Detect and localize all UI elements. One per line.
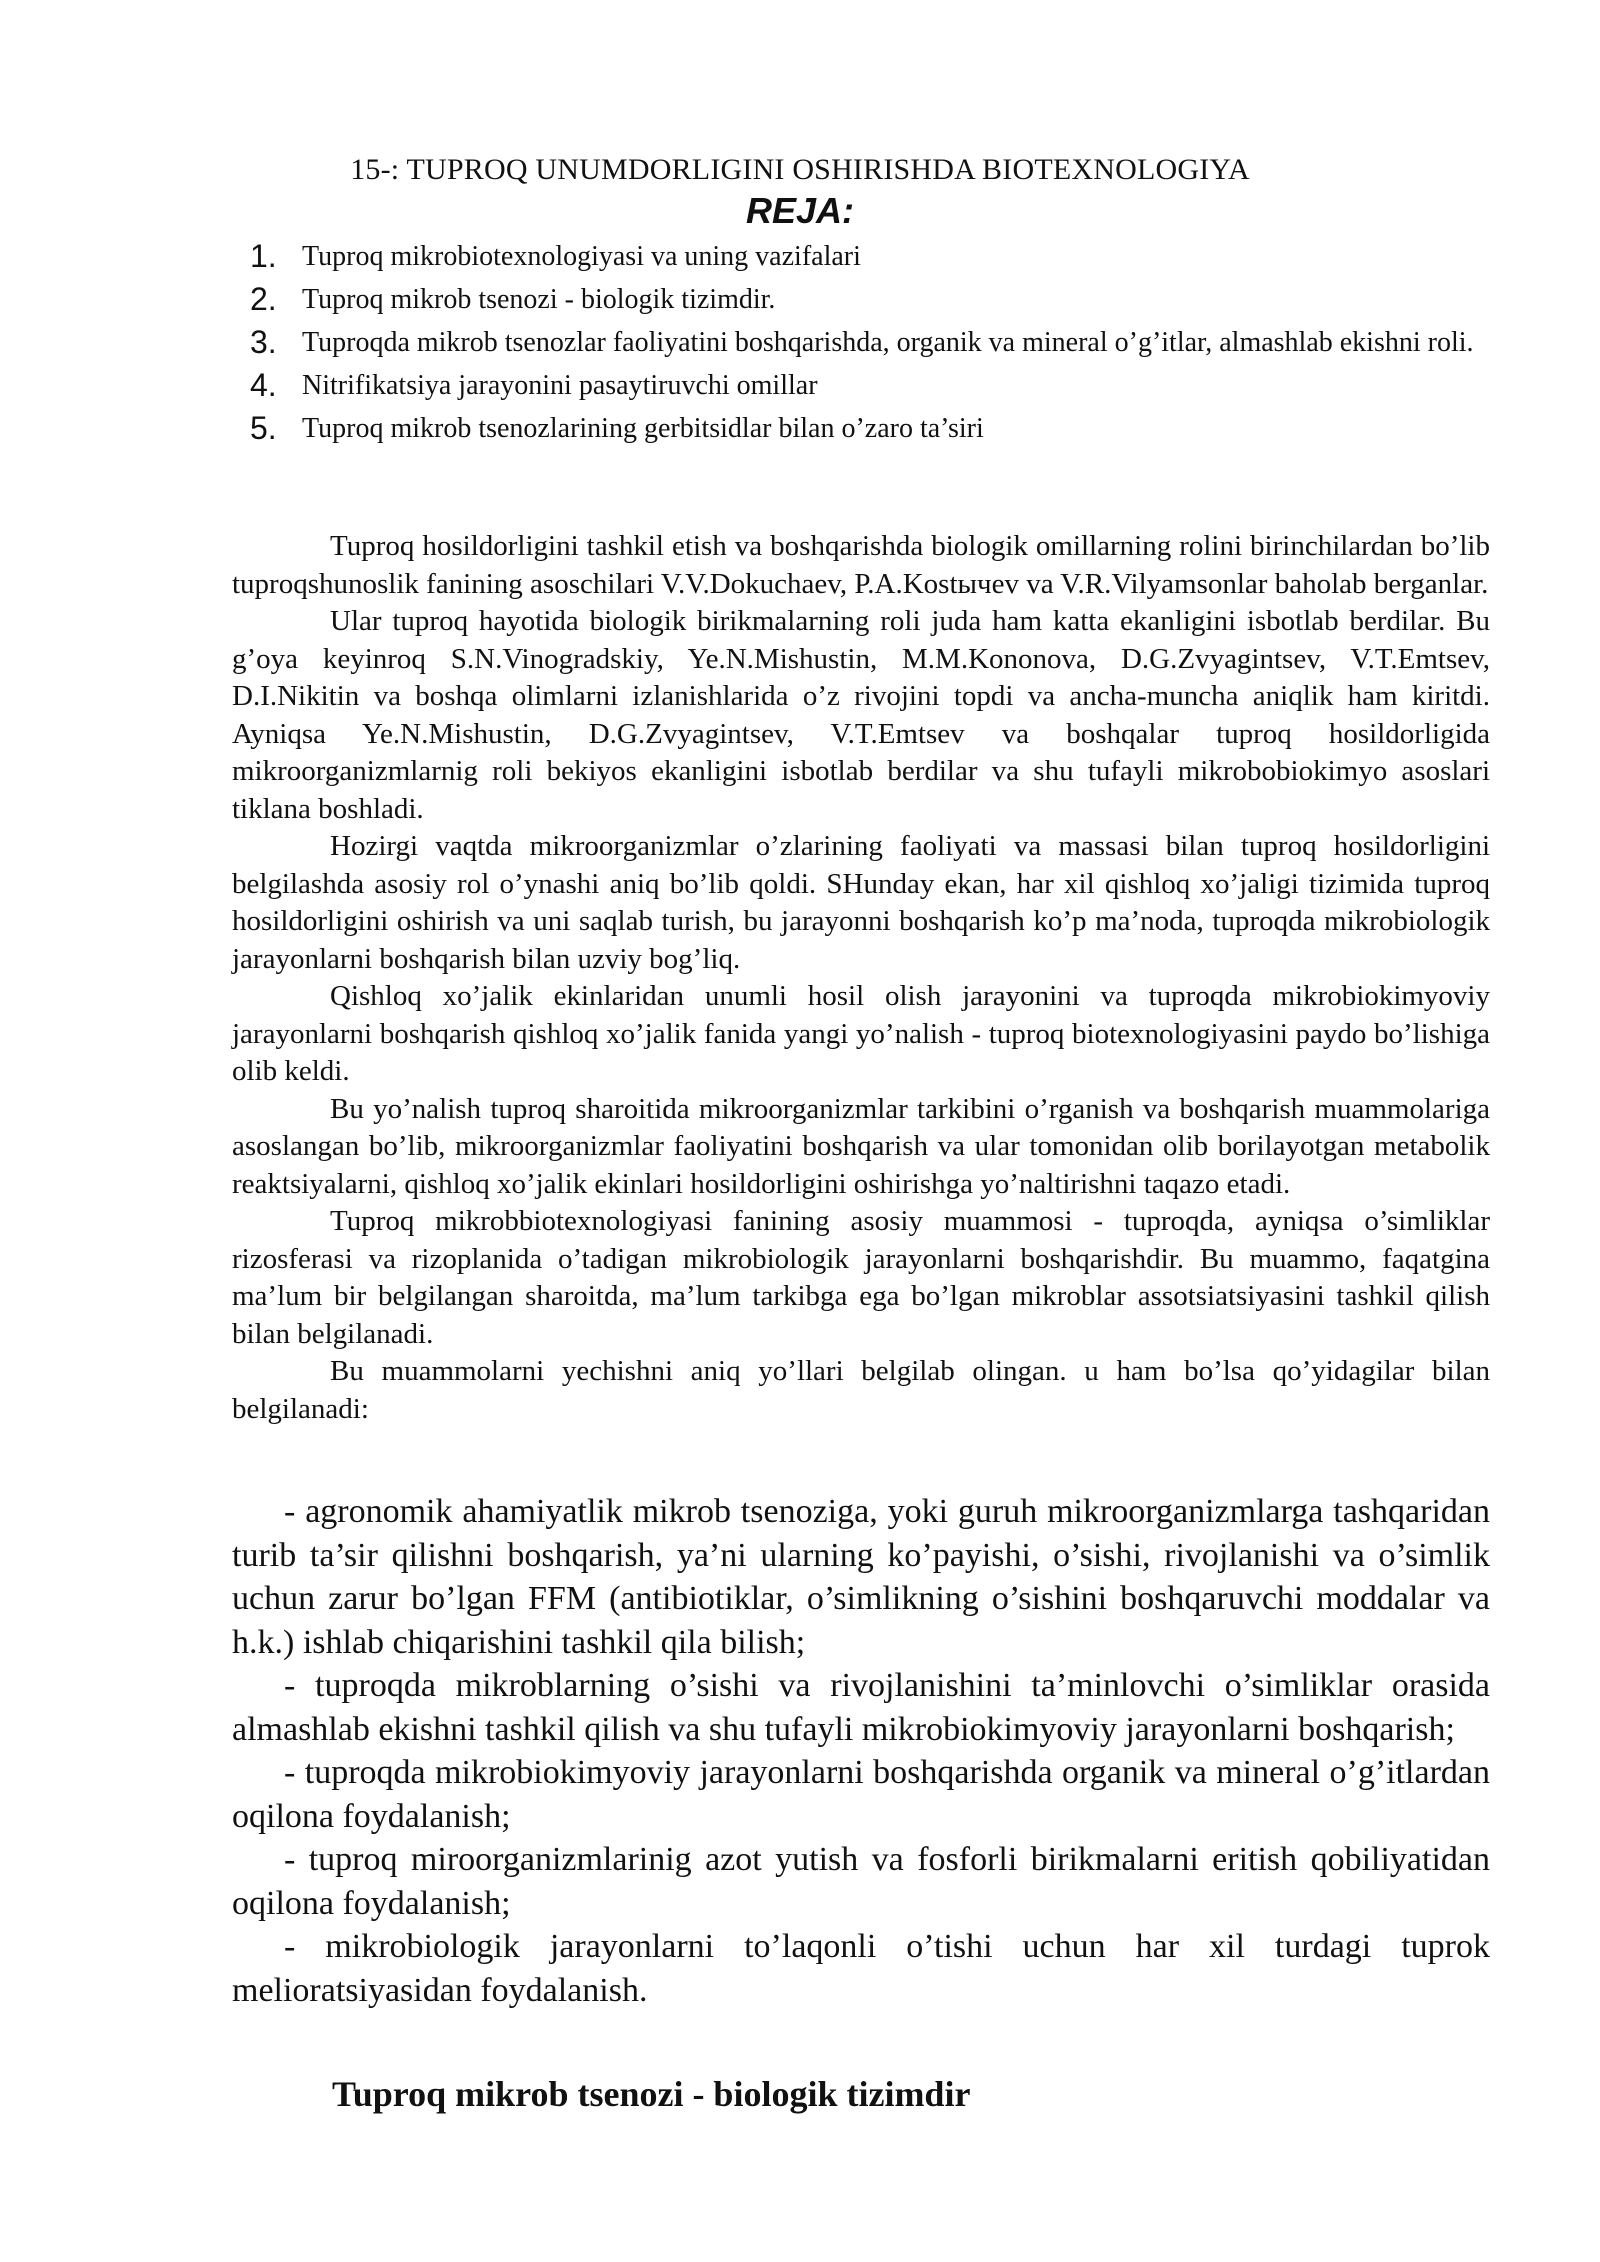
plan-list <box>250 238 1490 453</box>
plan-heading: REJA: <box>745 190 855 231</box>
paragraph: Hozirgi vaqtda mikroorganizmlar o’zlarining faoliyati va massasi bilan tuproq hosildorligini belgilashda asosiy rol o’ynashi aniq bo’lib qoldi. SHunday ekan, har xil qishloq xo’jaligi tizimida tuproq hosildorligini oshirish va uni saqlab turish, bu jarayonni boshqarish ko’p ma’noda, tuproqda mikrobiologik jarayonlarni boshqarish bilan uzviy bog’liq. <box>232 830 1490 975</box>
bullet-item: - agronomik ahamiyatlik mikrob tsenoziga, yoki guruh mikroorganizmlarga tashqaridan turib ta’sir qilishni boshqarish, ya’ni ularning ko’payishi, o’sishi, rivojlanishi va o’simlik uchun zarur bo’lgan FFM (antibiotiklar, o’simlikning o’sishini boshqaruvchi moddalar va h.k.) ishlab chiqarishini tashkil qila bilish; <box>232 1493 1490 1661</box>
bullet-item: - tuproqda mikroblarning o’sishi va rivojlanishini ta’minlovchi o’simliklar orasida almashlab ekishni tashkil qilish va shu tufayli mikrobiokimyoviy jarayonlarni boshqarish; <box>232 1667 1490 1748</box>
plan-item <box>250 281 1490 318</box>
paragraph: Bu muammolarni yechishni aniq yo’llari belgilab olingan. u ham bo’lsa qo’yidagilar bilan belgilanadi: <box>232 1355 1490 1425</box>
plan-item-text: Nitrifikatsiya jarayonini pasaytiruvchi omillar <box>302 370 818 401</box>
paragraph: Bu yo’nalish tuproq sharoitida mikroorganizmlar tarkibini o’rganish va boshqarish muammolariga asoslangan bo’lib, mikroorganizmlar faoliyatini boshqarish va ular tomonidan olib borilayotgan metabolik reaktsiyalarni, qishloq xo’jalik ekinlari hosildorligini oshirishga yo’naltirishni taqazo etadi. <box>232 1092 1490 1200</box>
paragraph: Qishloq xo’jalik ekinlaridan unumli hosil olish jarayonini va tuproqda mikrobiokimyoviy jarayonlarni boshqarish qishloq xo’jalik fanida yangi yo’nalish - tuproq biotexnologiyasini paydo bo’lishiga olib keldi. <box>232 980 1490 1087</box>
plan-item-number: 3. <box>250 324 277 360</box>
plan-item <box>250 367 1490 404</box>
plan-item-number: 5. <box>250 410 277 446</box>
plan-item <box>250 324 1490 361</box>
bullet-item: - mikrobiologik jarayonlarni to’laqonli o’tishi uchun har xil turdagi tuprok melioratsiyasidan foydalanish. <box>232 1928 1490 2009</box>
plan-item-number: 2. <box>250 281 277 317</box>
paragraph: Tuproq hosildorligini tashkil etish va boshqarishda biologik omillarning rolini birinchilardan bo’lib tuproqshunoslik fanining asoschilari V.V.Dokuchaev, P.A.Kostычev va V.R.Vilyamsonlar baholab berganlar. <box>232 530 1490 600</box>
paragraph: Tuproq mikrobbiotexnologiyasi fanining asosiy muammosi - tuproqda, ayniqsa o’simliklar rizosferasi va rizoplanida o’tadigan mikrobiologik jarayonlarni boshqarishdir. Bu muammo, faqatgina ma’lum bir belgilangan sharoitda, ma’lum tarkibga ega bo’lgan mikroblar assotsiatsiyasini tashkil qilish bilan belgilanadi. <box>232 1205 1490 1350</box>
plan-item-text: Tuproq mikrob tsenozlarining gerbitsidlar bilan o’zaro ta’siri <box>302 413 984 444</box>
body-text <box>232 528 1490 1428</box>
plan-item-text: Tuproq mikrob tsenozi - biologik tizimdir. <box>302 284 776 315</box>
plan-item-text: Tuproq mikrobiotexnologiyasi va uning vazifalari <box>302 241 861 272</box>
plan-item-number: 4. <box>250 367 277 403</box>
plan-item <box>250 410 1490 447</box>
paragraph: Ular tuproq hayotida biologik birikmalarning roli juda ham katta ekanligini isbotlab berdilar. Bu g’oya keyinroq S.N.Vinogradskiy, Ye.N.Mishustin, M.M.Kononova, D.G.Zvyagintsev, V.T.Emtsev, D.I.Nikitin va boshqa olimlarni izlanishlarida o’z rivojini topdi va ancha-muncha aniqlik ham kiritdi. Ayniqsa Ye.N.Mishustin, D.G.Zvyagintsev, V.T.Emtsev va boshqalar tuproq hosildorligida mikroorganizmlarnig roli bekiyos ekanligini isbotlab berdilar va shu tufayli mikrobobiokimyo asoslari tiklana boshladi. <box>232 605 1490 825</box>
bullet-item: - tuproqda mikrobiokimyoviy jarayonlarni boshqarishda organik va mineral o’g’itlardan oqilona foydalanish; <box>232 1754 1490 1835</box>
plan-item <box>250 238 1490 275</box>
plan-item-number: 1. <box>250 238 277 274</box>
plan-item-text: Tuproqda mikrob tsenozlar faoliyatini boshqarishda, organik va mineral o’g’itlar, almashlab ekishni roli. <box>302 327 1474 358</box>
bullet-item: - tuproq miroorganizmlarinig azot yutish va fosforli birikmalarni eritish qobiliyatidan oqilona foydalanish; <box>232 1841 1490 1922</box>
page-title: 15-: TUPROQ UNUMDORLIGINI OSHIRISHDA BIOTEXNOLOGIYA <box>350 153 1250 186</box>
bullet-list <box>232 1490 1490 2012</box>
section-subheading: Tuproq mikrob tsenozi - biologik tizimdir <box>332 2074 971 2114</box>
